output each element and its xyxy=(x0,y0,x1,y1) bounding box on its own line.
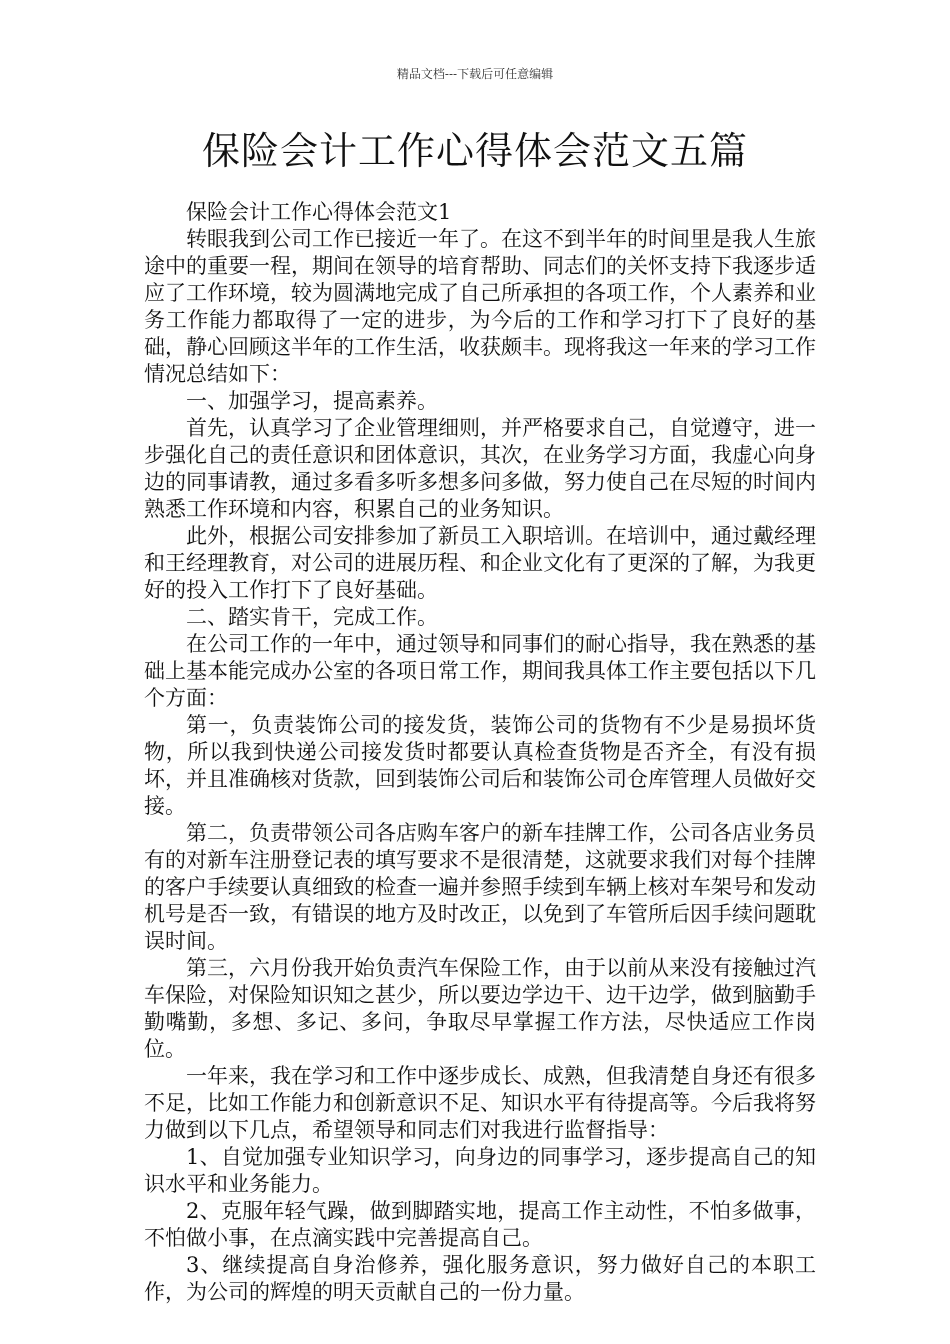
section-heading-2: 二、踏实肯干，完成工作。 xyxy=(186,605,438,629)
list-item: 2、克服年轻气躁，做到脚踏实地，提高工作主动性，不怕多做事，不怕做小事，在点滴实践中完善提高自己。 xyxy=(144,1199,816,1250)
paragraph: 首先，认真学习了企业管理细则，并严格要求自己，自觉遵守，进一步强化自己的责任意识和团体意识，其次，在业务学习方面，我虚心向身边的同事请教，通过多看多听多想多问多做，努力使自己在尽短的时间内熟悉工作环境和内容，积累自己的业务知识。 xyxy=(144,416,816,521)
paragraph: 一年来，我在学习和工作中逐步成长、成熟，但我清楚自身还有很多不足，比如工作能力和创新意识不足、知识水平有待提高等。今后我将努力做到以下几点，希望领导和同志们对我进行监督指导： xyxy=(144,1064,816,1142)
document-title: 保险会计工作心得体会范文五篇 xyxy=(201,129,748,173)
paragraph: 第一，负责装饰公司的接发货，装饰公司的货物有不少是易损坏货物，所以我到快递公司接发货时都要认真检查货物是否齐全，有没有损坏，并且准确核对货款，回到装饰公司后和装饰公司仓库管理人员做好交接。 xyxy=(144,713,816,818)
section-heading: 保险会计工作心得体会范文1 xyxy=(186,200,452,224)
section-heading-1: 一、加强学习，提高素养。 xyxy=(186,389,438,413)
paragraph-intro: 转眼我到公司工作已接近一年了。在这不到半年的时间里是我人生旅途中的重要一程，期间在领导的培育帮助、同志们的关怀支持下我逐步适应了工作环境，较为圆满地完成了自己所承担的各项工作，个人素养和业务工作能力都取得了一定的进步，为今后的工作和学习打下了良好的基础，静心回顾这半年的工作生活，收获颇丰。现将我这一年来的学习工作情况总结如下： xyxy=(144,227,816,386)
document-body xyxy=(144,199,816,1306)
paragraph: 在公司工作的一年中，通过领导和同事们的耐心指导，我在熟悉的基础上基本能完成办公室的各项日常工作，期间我具体工作主要包括以下几个方面： xyxy=(144,632,816,710)
list-item: 1、自觉加强专业知识学习，向身边的同事学习，逐步提高自己的知识水平和业务能力。 xyxy=(144,1145,816,1196)
list-item: 3、继续提高自身治修养，强化服务意识，努力做好自己的本职工作，为公司的辉煌的明天贡献自己的一份力量。 xyxy=(144,1253,816,1304)
paragraph: 第二，负责带领公司各店购车客户的新车挂牌工作，公司各店业务员有的对新车注册登记表的填写要求不是很清楚，这就要求我们对每个挂牌的客户手续要认真细致的检查一遍并参照手续到车辆上核对车架号和发动机号是否一致，有错误的地方及时改正，以免到了车管所后因手续问题耽误时间。 xyxy=(144,821,816,953)
paragraph: 此外，根据公司安排参加了新员工入职培训。在培训中，通过戴经理和王经理教育，对公司的进展历程、和企业文化有了更深的了解，为我更好的投入工作打下了良好基础。 xyxy=(144,524,816,602)
paragraph: 第三，六月份我开始负责汽车保险工作，由于以前从来没有接触过汽车保险，对保险知识知之甚少，所以要边学边干、边干边学，做到脑勤手勤嘴勤，多想、多记、多问，争取尽早掌握工作方法，尽快适应工作岗位。 xyxy=(144,956,816,1061)
page-header: 精品文档---下载后可任意编辑 xyxy=(396,67,554,81)
